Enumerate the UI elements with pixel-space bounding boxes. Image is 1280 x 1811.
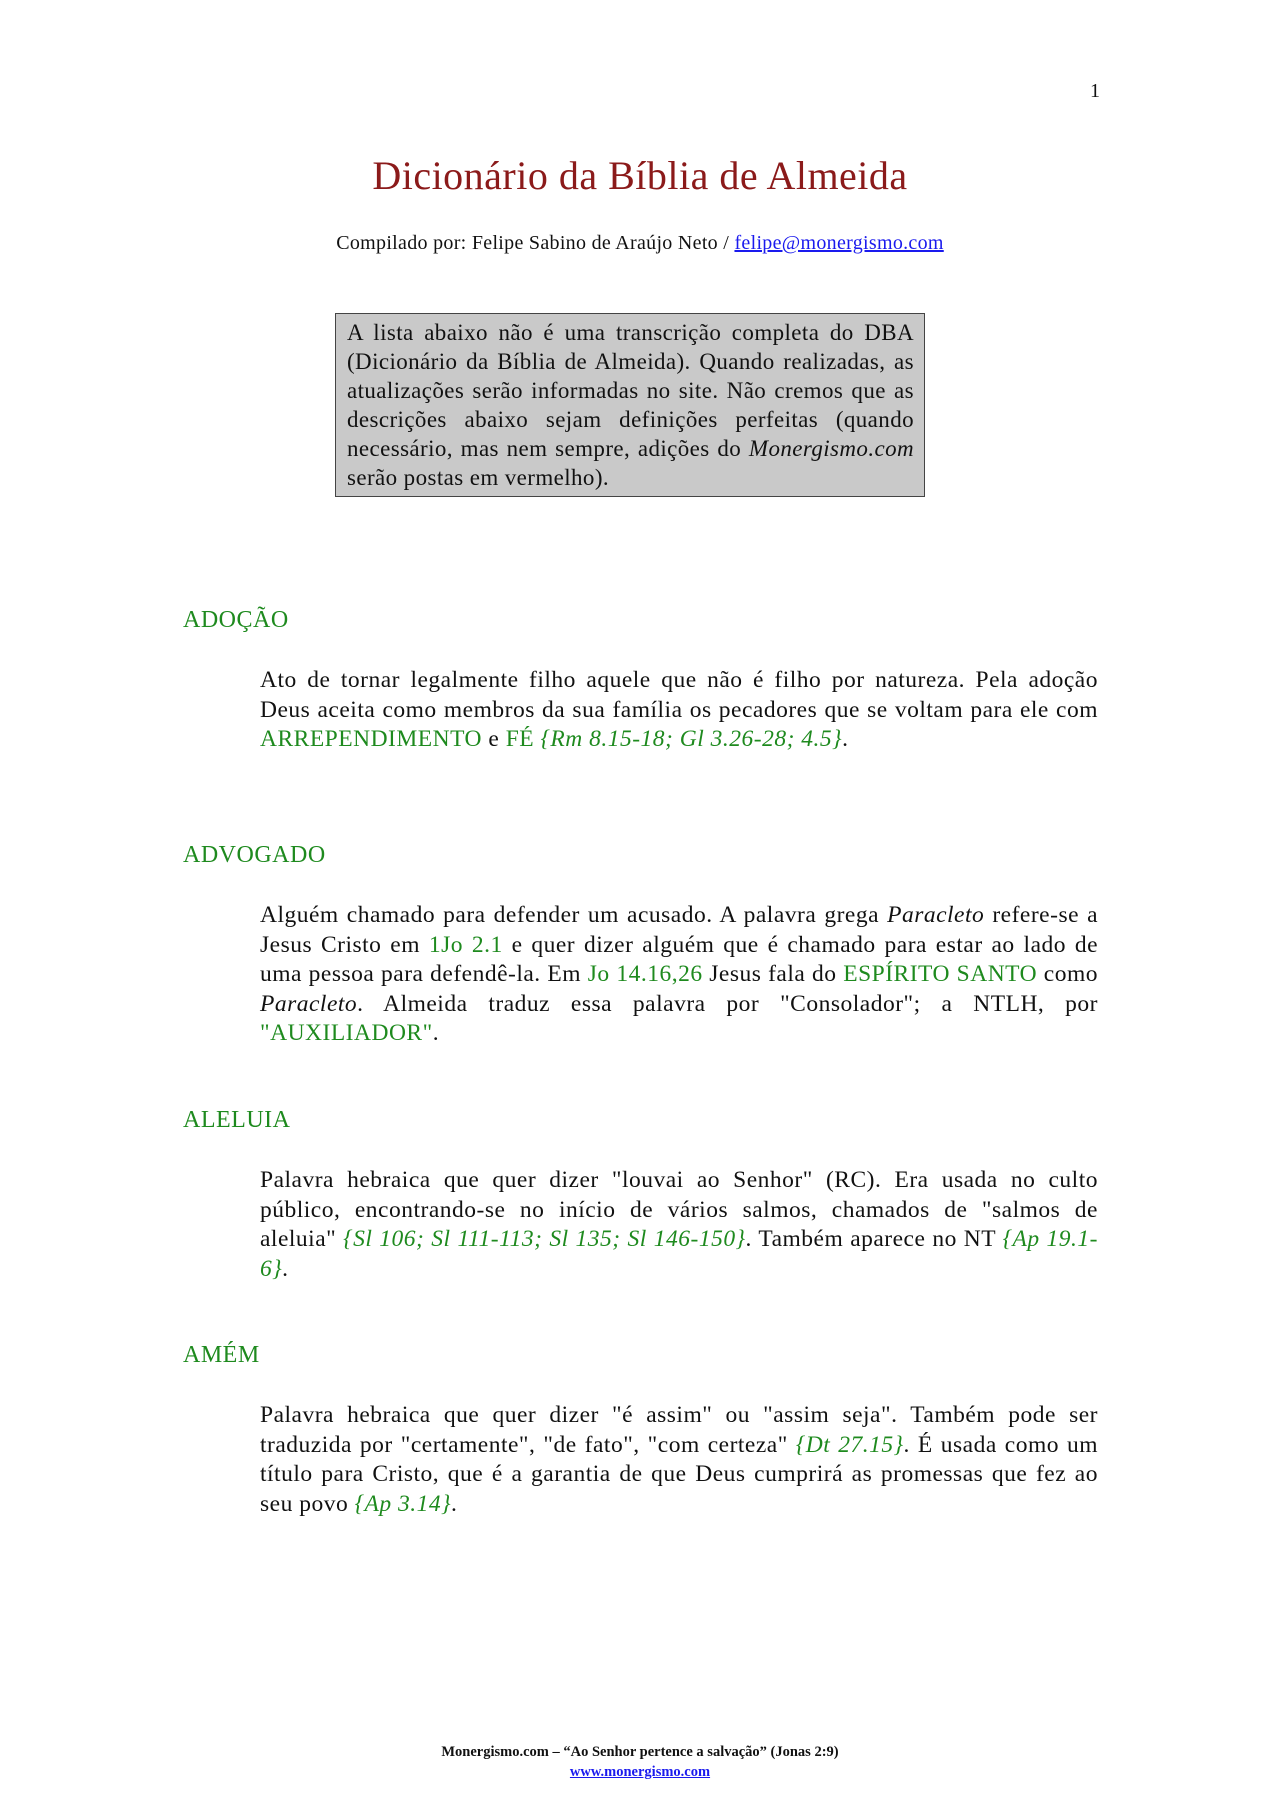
bible-references[interactable]: {Sl 106; Sl 111-113; Sl 135; Sl 146-150} [343,1226,746,1252]
page-number: 1 [1090,80,1100,102]
definition-text: . É usada como um título para Cristo, que é a garantia de que Deus cumprirá as promessas que fez ao seu povo [260,1431,1099,1517]
bible-references[interactable]: {Dt 27.15} [795,1431,904,1458]
page-footer [0,1742,1280,1782]
definition-text: refere-se a Jesus Cristo em [260,902,1099,958]
notice-text-before: A lista abaixo não é uma transcrição completa do DBA (Dicionário da Bíblia de Almeida). Quando realizadas, as atualizações serão informadas no site. Não cremos que as descrições abaixo sejam definições perfeitas (quando necessário, mas nem sempre, adições do [347,320,914,461]
definition-text: como [1043,961,1098,987]
entry-headword-amem: AMÉM [183,1342,260,1368]
bible-reference-link[interactable]: 1Jo 2.1 [428,931,503,958]
entry-headword-aleluia: ALELUIA [183,1107,291,1133]
notice-box [335,313,925,497]
cross-reference-link[interactable]: FÉ [505,726,535,752]
definition-text: Palavra hebraica que quer dizer "louvai ao Senhor" (RC). Era usada no culto público, encontrando-se no início de vários salmos, chamados de "salmos de aleluia" [260,1167,1098,1252]
bible-references[interactable]: {Ap 3.14} [354,1490,451,1517]
page-title: Dicionário da Bíblia de Almeida [372,153,908,198]
footer-tagline: Monergismo.com – “Ao Senhor pertence a salvação” (Jonas 2:9) [441,1744,839,1760]
notice-text-after: serão postas em vermelho). [347,465,610,490]
compiler-line [0,232,1280,255]
definition-text: Jesus fala do [709,961,837,987]
definition-text: e [488,726,500,752]
entry-definition-aleluia [260,1166,1098,1284]
cross-reference-link[interactable]: ESPÍRITO SANTO [843,961,1038,987]
definition-text: Alguém chamado para defender um acusado. A palavra grega [260,902,880,928]
cross-reference-link[interactable]: ARREPENDIMENTO [260,726,482,752]
definition-text: Ato de tornar legalmente filho aquele que não é filho por natureza. Pela adoção Deus aceita como membros da sua família os pecadores que se voltam para ele com [260,667,1098,723]
definition-text: e quer dizer alguém que é chamado para estar ao lado de uma pessoa para defendê-la. Em [260,931,1099,987]
definition-text: Palavra hebraica que quer dizer "é assim" ou "assim seja". Também pode ser traduzida por "certamente", "de fato", "com certeza" [260,1402,1098,1458]
cross-reference-link[interactable]: "AUXILIADOR" [260,1020,433,1046]
entry-definition-adocao [260,666,1098,755]
definition-text: . [450,1490,458,1517]
footer-website-link[interactable]: www.monergismo.com [569,1764,711,1780]
definition-text: . [282,1255,289,1282]
greek-term: Paracleto [260,990,358,1017]
compiler-label: Compilado por: Felipe Sabino de Araújo Neto / [336,232,730,254]
notice-site-name: Monergismo.com [748,436,914,461]
compiler-email-link[interactable]: felipe@monergismo.com [734,232,944,254]
entry-definition-advogado [260,901,1098,1049]
entry-headword-adocao: ADOÇÃO [183,607,289,633]
definition-text: . [842,726,849,752]
entry-headword-advogado: ADVOGADO [183,842,326,868]
definition-text: . [432,1020,440,1046]
bible-references[interactable]: {Rm 8.15-18; Gl 3.26-28; 4.5} [540,726,843,752]
greek-term: Paracleto [887,902,985,928]
definition-text: . Almeida traduz essa palavra por "Consolador"; a NTLH, por [357,990,1098,1017]
bible-references[interactable]: {Ap 19.1-6} [260,1226,1099,1282]
bible-reference-link[interactable]: Jo 14.16,26 [587,961,703,987]
definition-text: . Também aparece no NT [745,1226,996,1252]
entry-definition-amem [260,1401,1098,1519]
